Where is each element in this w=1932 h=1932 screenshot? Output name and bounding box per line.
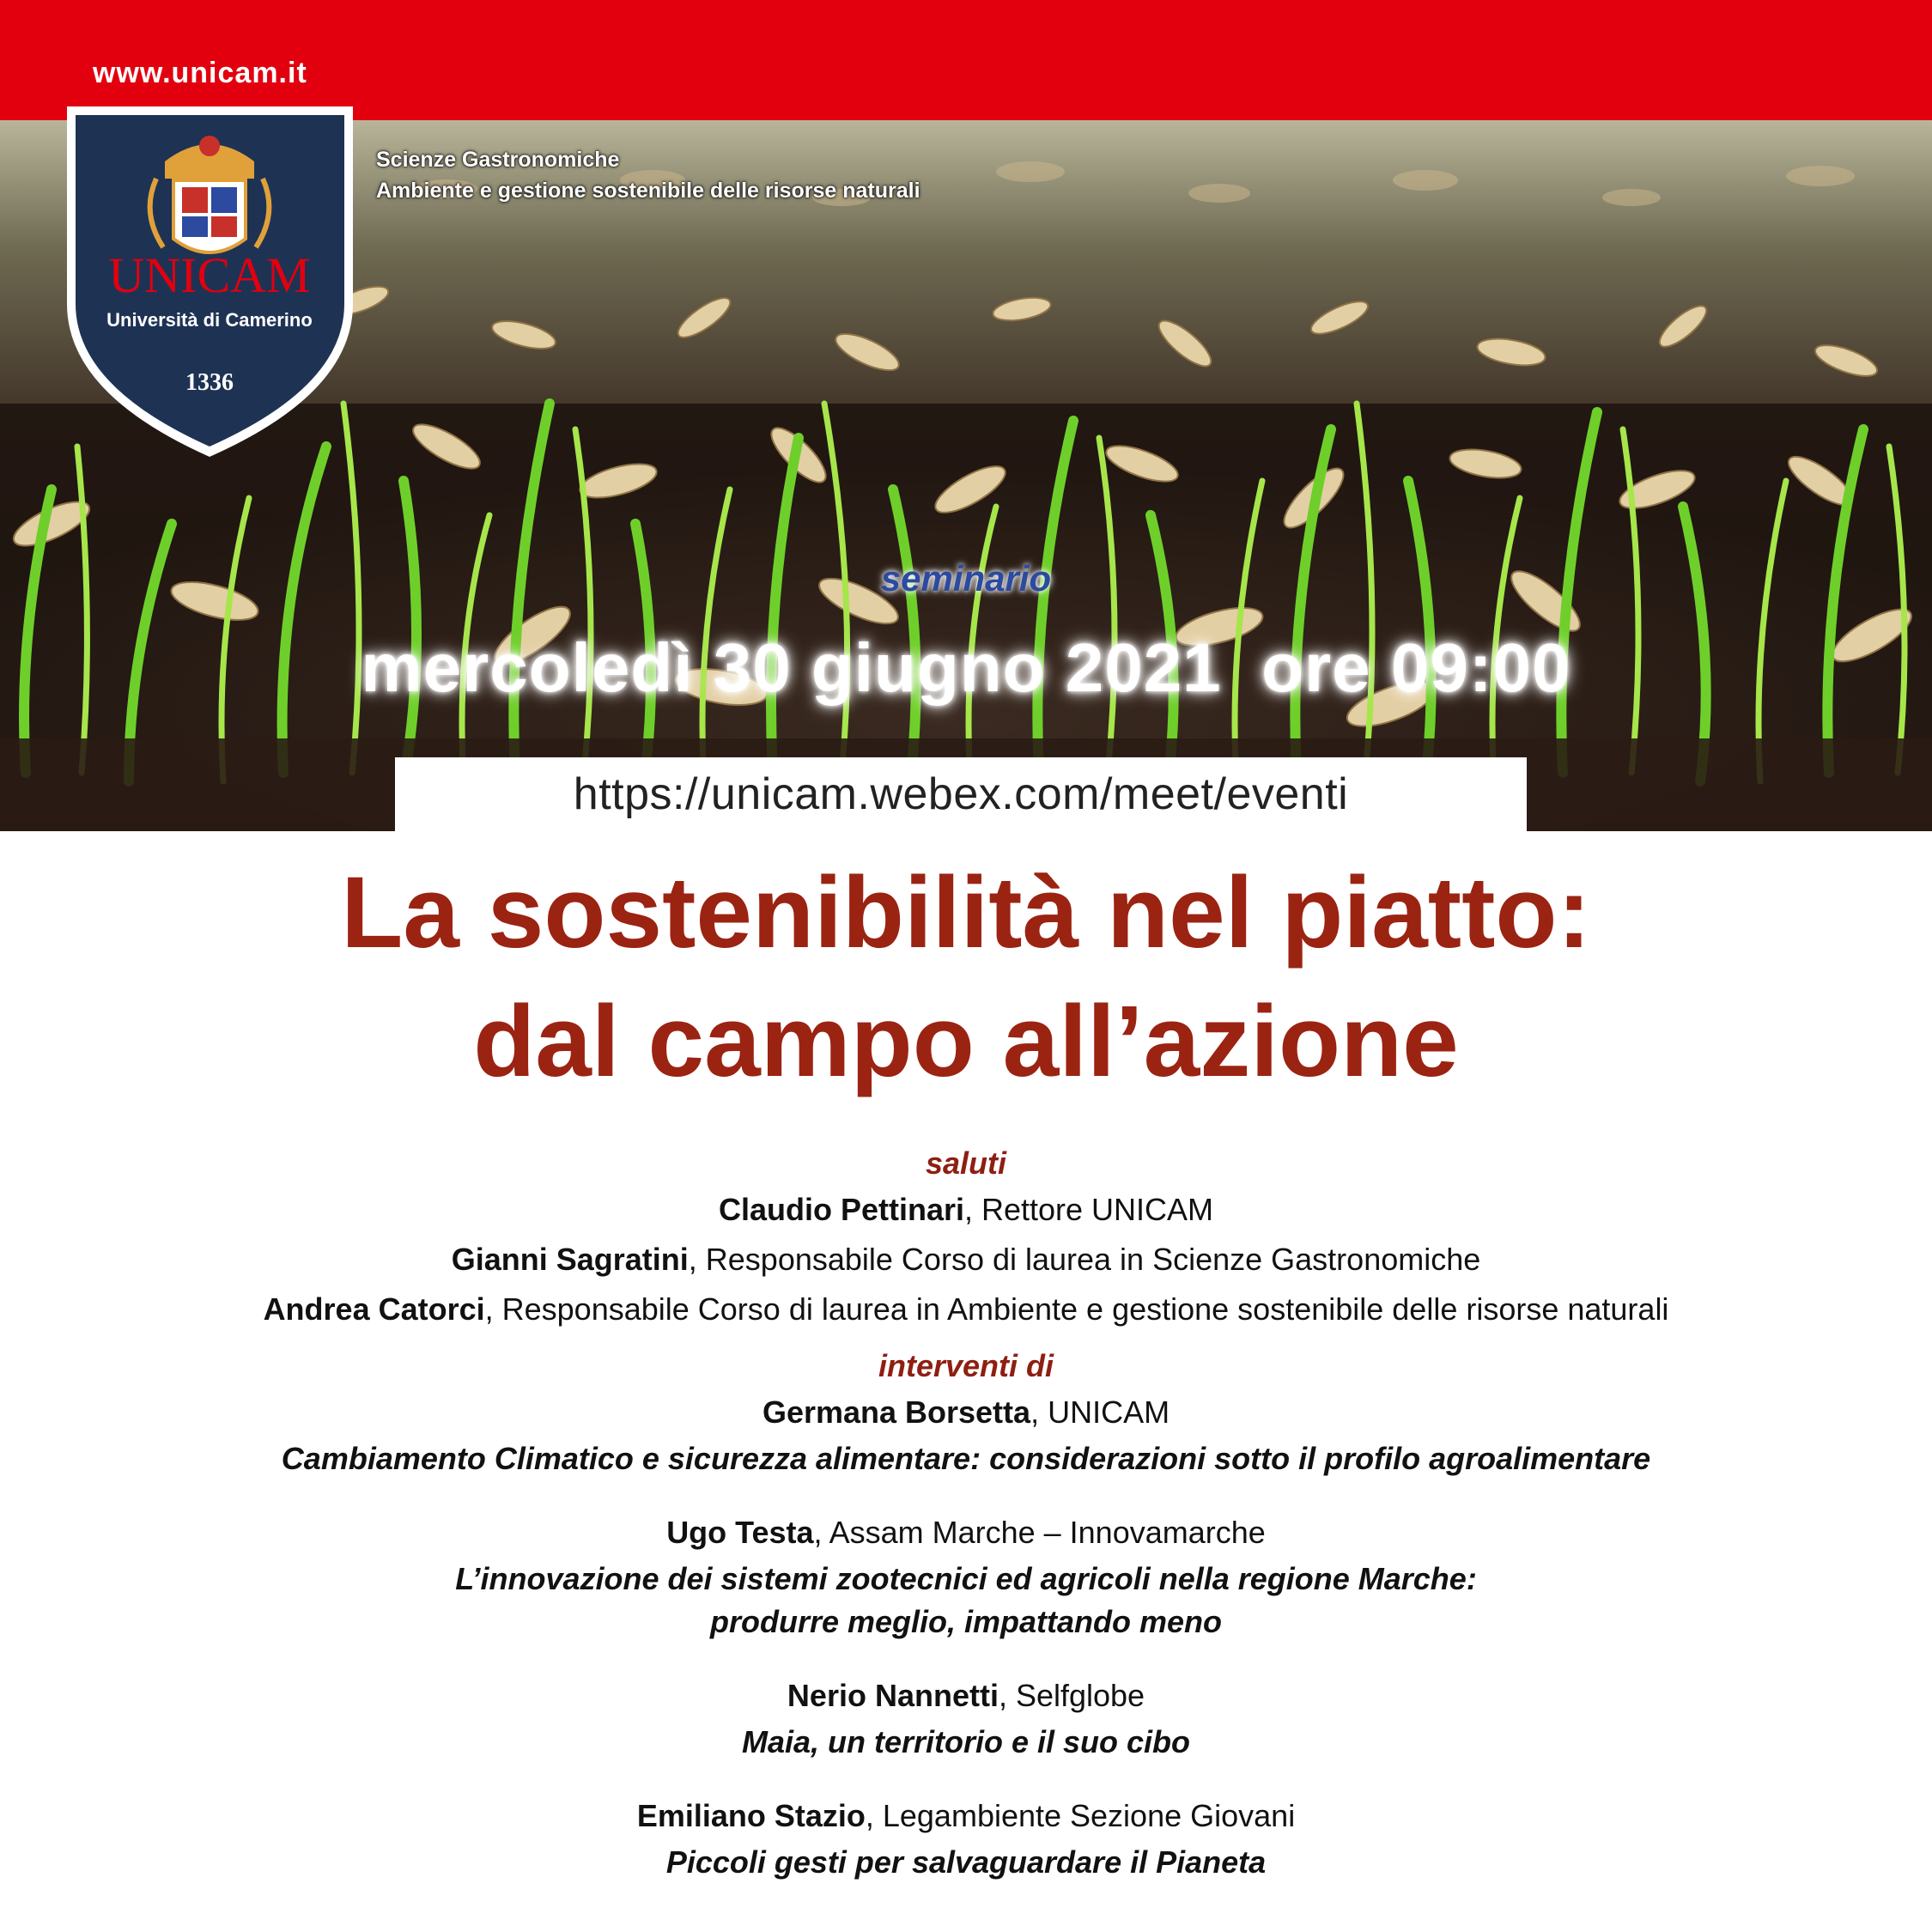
saluti-heading: saluti [925,1145,1007,1181]
speaker-role: , Responsabile Corso di laurea in Ambiente e gestione sostenibile delle risorse naturali [484,1291,1669,1327]
intervento-speaker [0,1508,1932,1558]
speaker-affiliation: , Legambiente Sezione Giovani [865,1798,1296,1833]
intervento-speaker [0,1671,1932,1721]
department-gastronomic-sciences: Scienze Gastronomiche [376,148,620,172]
speaker-name: Claudio Pettinari [718,1192,964,1227]
talk-title: L’innovazione dei sistemi zootecnici ed agricoli nella regione Marche: [455,1561,1477,1596]
logo-university-name: Università di Camerino [106,309,313,331]
talk-title: Piccoli gesti per salvaguardare il Pianeta [665,1844,1267,1880]
speaker-name: Germana Borsetta [762,1394,1031,1430]
logo-year: 1336 [185,369,234,396]
speaker-affiliation: , Selfglobe [998,1678,1145,1713]
title-line-2: dal campo all’azione [473,985,1459,1098]
talk-title: Maia, un territorio e il suo cibo [741,1724,1191,1759]
seminar-title [0,848,1932,1106]
speaker-name: Gianni Sagratini [451,1242,689,1277]
event-type-label: seminario [880,558,1052,598]
webex-link-box[interactable] [395,757,1527,831]
department-list [376,144,920,206]
title-line-1: La sostenibilità nel piatto: [341,856,1591,969]
event-date: mercoledì 30 giugno 2021 ore 09:00 [361,629,1571,706]
intervento-speaker [0,1791,1932,1841]
speaker-name: Andrea Catorci [263,1291,485,1327]
program [0,1142,1932,1884]
unicam-logo-shield[interactable] [62,101,358,462]
intervento-speaker [0,1388,1932,1437]
speaker-name: Ugo Testa [666,1515,814,1550]
department-environment: Ambiente e gestione sostenibile delle risorse naturali [376,179,920,203]
saluti-speaker [0,1235,1932,1285]
interventi-heading: interventi di [878,1348,1054,1383]
website-url[interactable]: www.unicam.it [93,57,307,89]
speaker-affiliation: , Assam Marche – Innovamarche [813,1515,1266,1550]
webex-link[interactable]: https://unicam.webex.com/meet/eventi [573,769,1349,819]
talk-title: Cambiamento Climatico e sicurezza alimentare: considerazioni sotto il profilo agroalimentare [281,1441,1651,1476]
speaker-role: , Rettore UNICAM [963,1192,1214,1227]
speaker-name: Emiliano Stazio [636,1798,866,1833]
speaker-role: , Responsabile Corso di laurea in Scienze Gastronomiche [688,1242,1481,1277]
saluti-speaker [0,1185,1932,1235]
saluti-speaker [0,1285,1932,1334]
logo-acronym: UNICAM [108,247,311,303]
speaker-affiliation: , UNICAM [1030,1394,1170,1430]
talk-title: produrre meglio, impattando meno [709,1604,1223,1639]
speaker-name: Nerio Nannetti [787,1678,999,1713]
